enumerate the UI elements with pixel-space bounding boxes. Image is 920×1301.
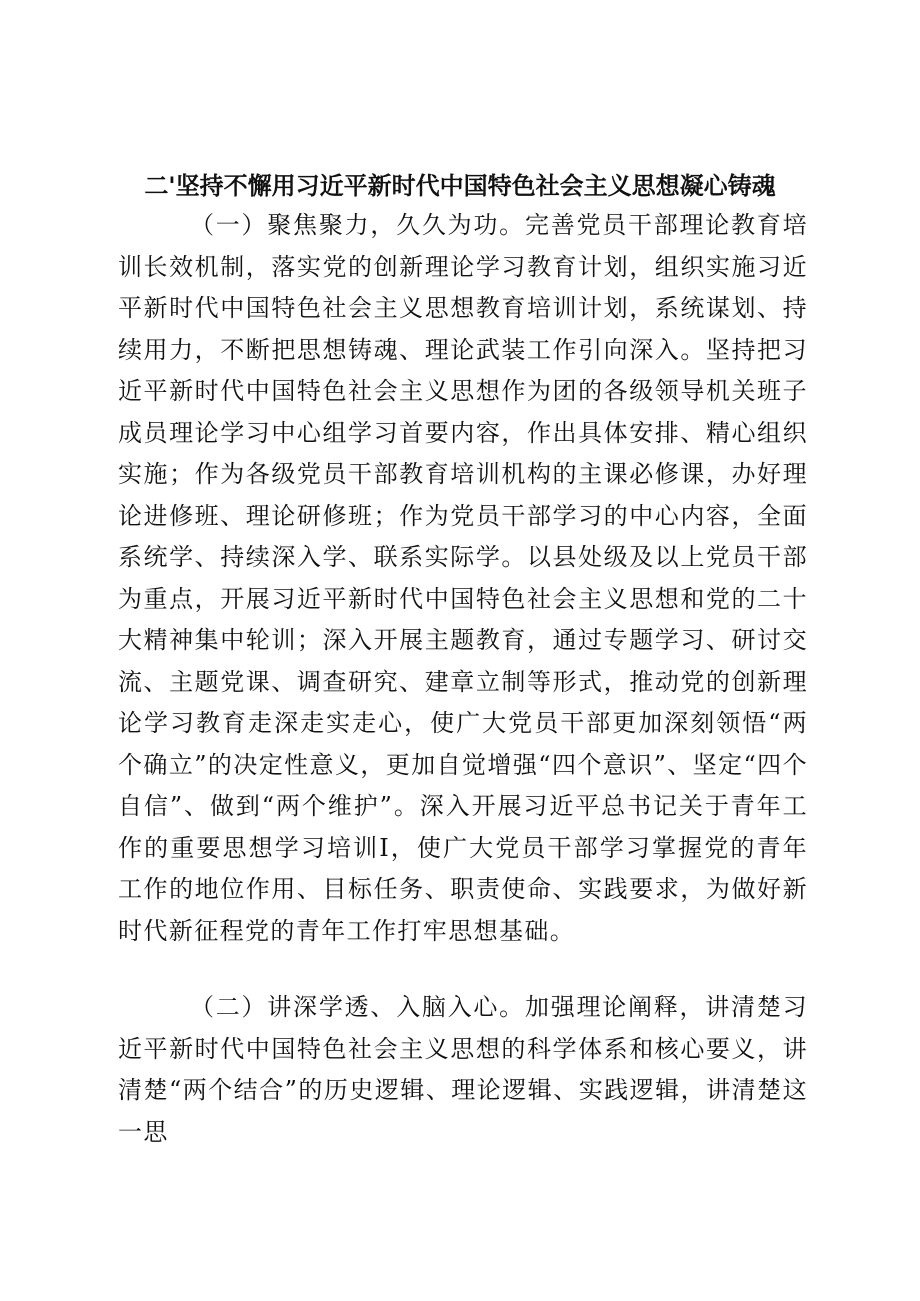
paragraph-2: （二）讲深学透、入脑入心。加强理论阐释，讲清楚习近平新时代中国特色社会主义思想的科学体系和核心要义，讲清楚“两个结合”的历史逻辑、理论逻辑、实践逻辑，讲清楚这一思 xyxy=(118,993,808,1146)
paragraph-1: （一）聚焦聚力，久久为功。完善党员干部理论教育培训长效机制，落实党的创新理论学习教育计划，组织实施习近平新时代中国特色社会主义思想教育培训计划，系统谋划、持续用力，不断把思想铸魂、理论武装工作引向深入。坚持把习近平新时代中国特色社会主义思想作为团的各级领导机关班子成员理论学习中心组学习首要内容，作出具体安排、精心组织实施；作为各级党员干部教育培训机构的主课必修课，办好理论进修班、理论研修班；作为党员干部学习的中心内容，全面系统学、持续深入学、联系实际学。以县处级及以上党员干部为重点，开展习近平新时代中国特色社会主义思想和党的二十大精神集中轮训；深入开展主题教育，通过专题学习、研讨交流、主题党课、调查研究、建章立制等形式，推动党的创新理论学习教育走深走实走心，使广大党员干部更加深刻领悟“两个确立”的决定性意义，更加自觉增强“四个意识”、坚定“四个自信”、做到“两个维护”。深入开展习近平总书记关于青年工作的重要思想学习培训I，使广大党员干部学习掌握党的青年工作的地位作用、目标任务、职责使命、实践要求，为做好新时代新征程党的青年工作打牢思想基础。 xyxy=(118,211,808,945)
section-heading: 二'坚持不懈用习近平新时代中国特色社会主义思想凝心铸魂 xyxy=(144,172,776,200)
